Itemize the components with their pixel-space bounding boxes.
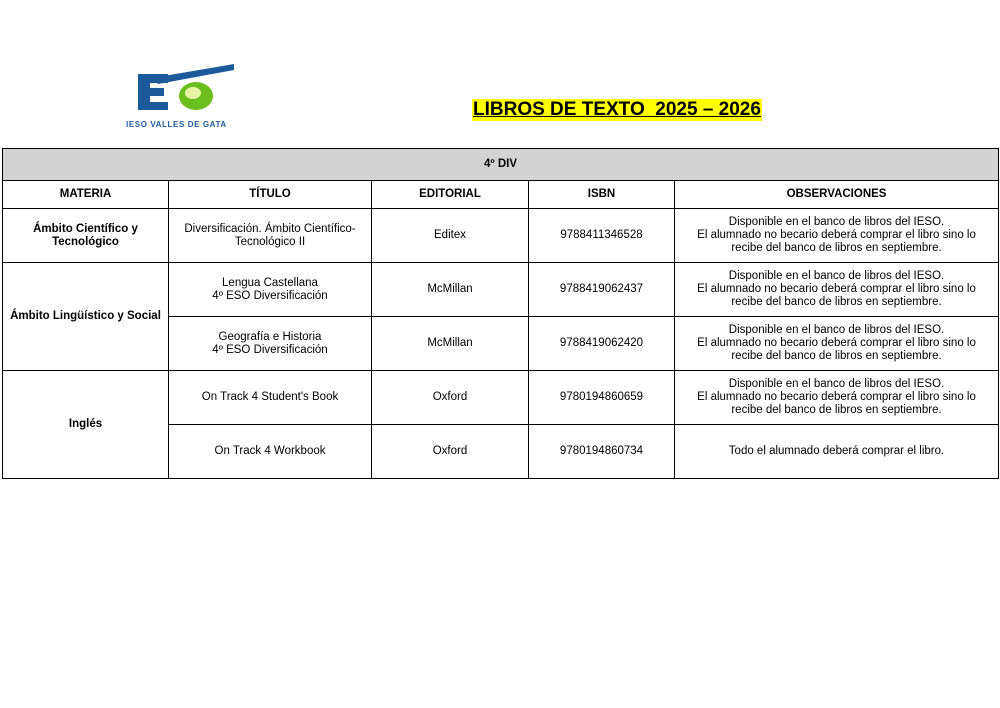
textbook-table: [2, 148, 999, 479]
observaciones-cell: Disponible en el banco de libros del IESO. El alumnado no becario deberá comprar el libro sino lo recibe del banco de libros en septiembre.: [675, 263, 999, 317]
isbn-cell: 9788419062437: [529, 263, 675, 317]
materia-cell: Ámbito Lingüístico y Social: [3, 263, 169, 371]
titulo-cell: Lengua Castellana 4º ESO Diversificación: [169, 263, 372, 317]
observaciones-cell: Todo el alumnado deberá comprar el libro.: [675, 425, 999, 479]
isbn-cell: 9780194860734: [529, 425, 675, 479]
materia-cell: Inglés: [3, 371, 169, 479]
header-titulo: TÍTULO: [169, 181, 372, 209]
observaciones-cell: Disponible en el banco de libros del IESO. El alumnado no becario deberá comprar el libro sino lo recibe del banco de libros en septiembre.: [675, 371, 999, 425]
header-isbn: ISBN: [529, 181, 675, 209]
titulo-cell: Diversificación. Ámbito Científico-Tecnológico II: [169, 209, 372, 263]
isbn-cell: 9780194860659: [529, 371, 675, 425]
header-editorial: EDITORIAL: [372, 181, 529, 209]
school-logo: [112, 46, 250, 136]
header-materia: MATERIA: [3, 181, 169, 209]
table-row: [3, 263, 999, 317]
titulo-cell: Geografía e Historia 4º ESO Diversificación: [169, 317, 372, 371]
materia-cell: Ámbito Científico y Tecnológico: [3, 209, 169, 263]
editorial-cell: Oxford: [372, 425, 529, 479]
table-row: [3, 209, 999, 263]
isbn-cell: 9788411346528: [529, 209, 675, 263]
isbn-cell: 9788419062420: [529, 317, 675, 371]
table-row: [3, 371, 999, 425]
document-title: LIBROS DE TEXTO 2025 – 2026: [473, 99, 761, 120]
course-group-title: 4º DIV: [3, 149, 999, 181]
header-observaciones: OBSERVACIONES: [675, 181, 999, 209]
editorial-cell: McMillan: [372, 263, 529, 317]
observaciones-cell: Disponible en el banco de libros del IESO. El alumnado no becario deberá comprar el libro sino lo recibe del banco de libros en septiembre.: [675, 209, 999, 263]
titulo-cell: On Track 4 Workbook: [169, 425, 372, 479]
titulo-cell: On Track 4 Student's Book: [169, 371, 372, 425]
editorial-cell: Oxford: [372, 371, 529, 425]
editorial-cell: McMillan: [372, 317, 529, 371]
table-header-row: [3, 181, 999, 209]
logo-caption: IESO VALLES DE GATA: [126, 120, 227, 129]
observaciones-cell: Disponible en el banco de libros del IESO. El alumnado no becario deberá comprar el libro sino lo recibe del banco de libros en septiembre.: [675, 317, 999, 371]
editorial-cell: Editex: [372, 209, 529, 263]
